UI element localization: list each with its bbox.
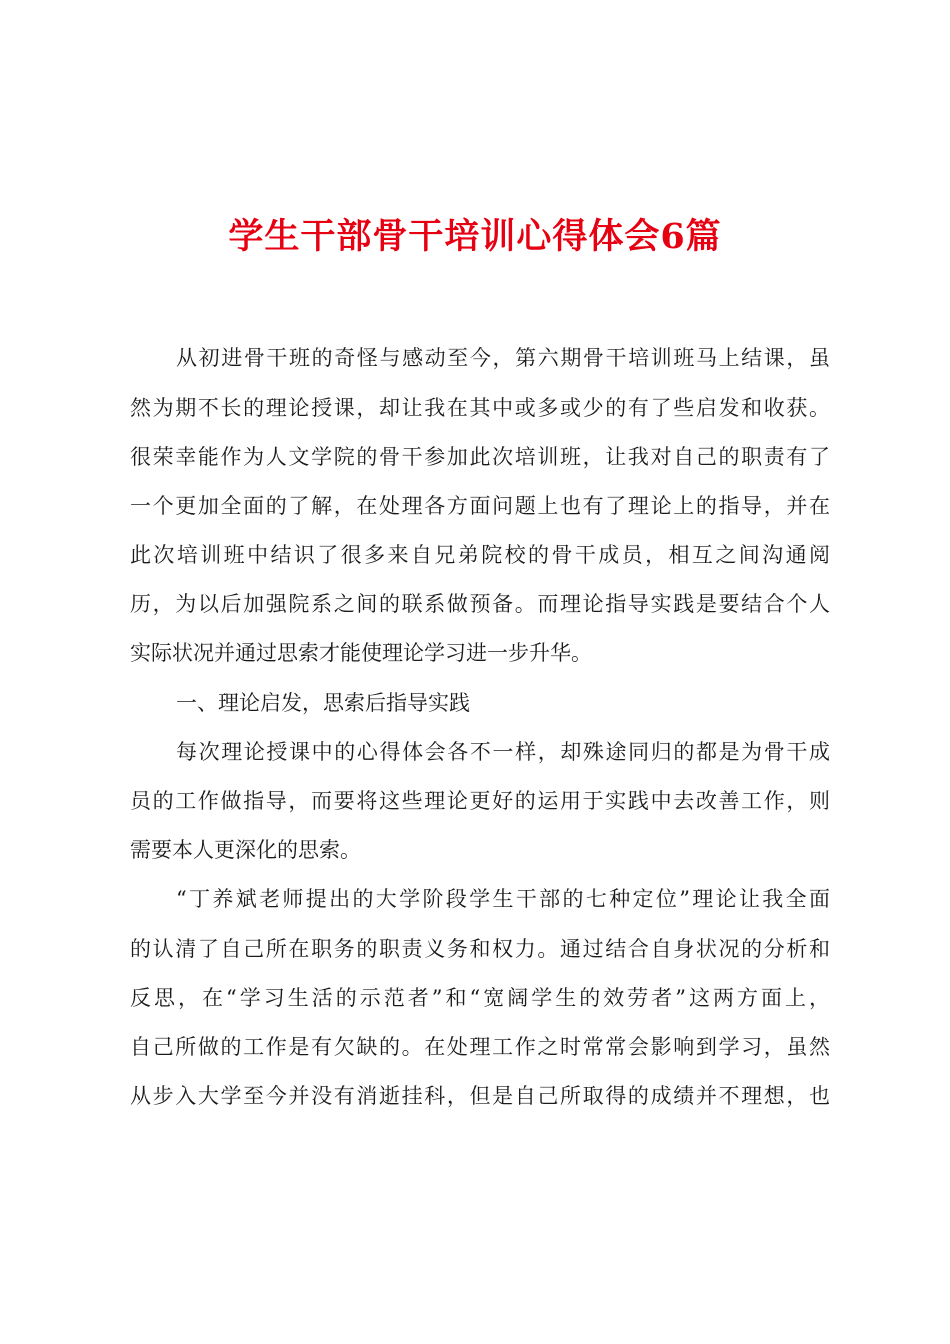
paragraph-line: 从步入大学至今并没有消逝挂科，但是自己所取得的成绩并不理想，也 [130,1084,830,1108]
paragraph-line: 自己所做的工作是有欠缺的。在处理工作之时常常会影响到学习，虽然 [130,1035,830,1059]
paragraph-line: 实际状况并通过思索才能使理论学习进一步升华。 [130,641,592,665]
paragraph-line: 然为期不长的理论授课，却让我在其中或多或少的有了些启发和收获。 [130,396,830,420]
section-heading: 一、理论启发，思索后指导实践 [176,691,470,715]
paragraph-line: 一个更加全面的了解，在处理各方面问题上也有了理论上的指导，并在 [130,494,830,518]
paragraph-line: 从初进骨干班的奇怪与感动至今，第六期骨干培训班马上结课，虽 [176,346,830,370]
paragraph-line: 需要本人更深化的思索。 [130,838,361,862]
paragraph-line: 历，为以后加强院系之间的联系做预备。而理论指导实践是要结合个人 [130,592,830,616]
paragraph-line: 每次理论授课中的心得体会各不一样，却殊途同归的都是为骨干成 [176,740,830,764]
paragraph-line: 很荣幸能作为人文学院的骨干参加此次培训班，让我对自己的职责有了 [130,445,830,469]
paragraph-line: 的认清了自己所在职务的职责义务和权力。通过结合自身状况的分析和 [130,937,830,961]
document-title: 学生干部骨干培训心得体会6篇 [228,216,722,257]
paragraph-line: 员的工作做指导，而要将这些理论更好的运用于实践中去改善工作，则 [130,789,830,813]
paragraph-line: 反思，在“学习生活的示范者”和“宽阔学生的效劳者”这两方面上， [130,986,830,1010]
paragraph-line: 此次培训班中结识了很多来自兄弟院校的骨干成员，相互之间沟通阅 [130,543,830,567]
paragraph-line: “丁养斌老师提出的大学阶段学生干部的七种定位”理论让我全面 [176,887,830,911]
